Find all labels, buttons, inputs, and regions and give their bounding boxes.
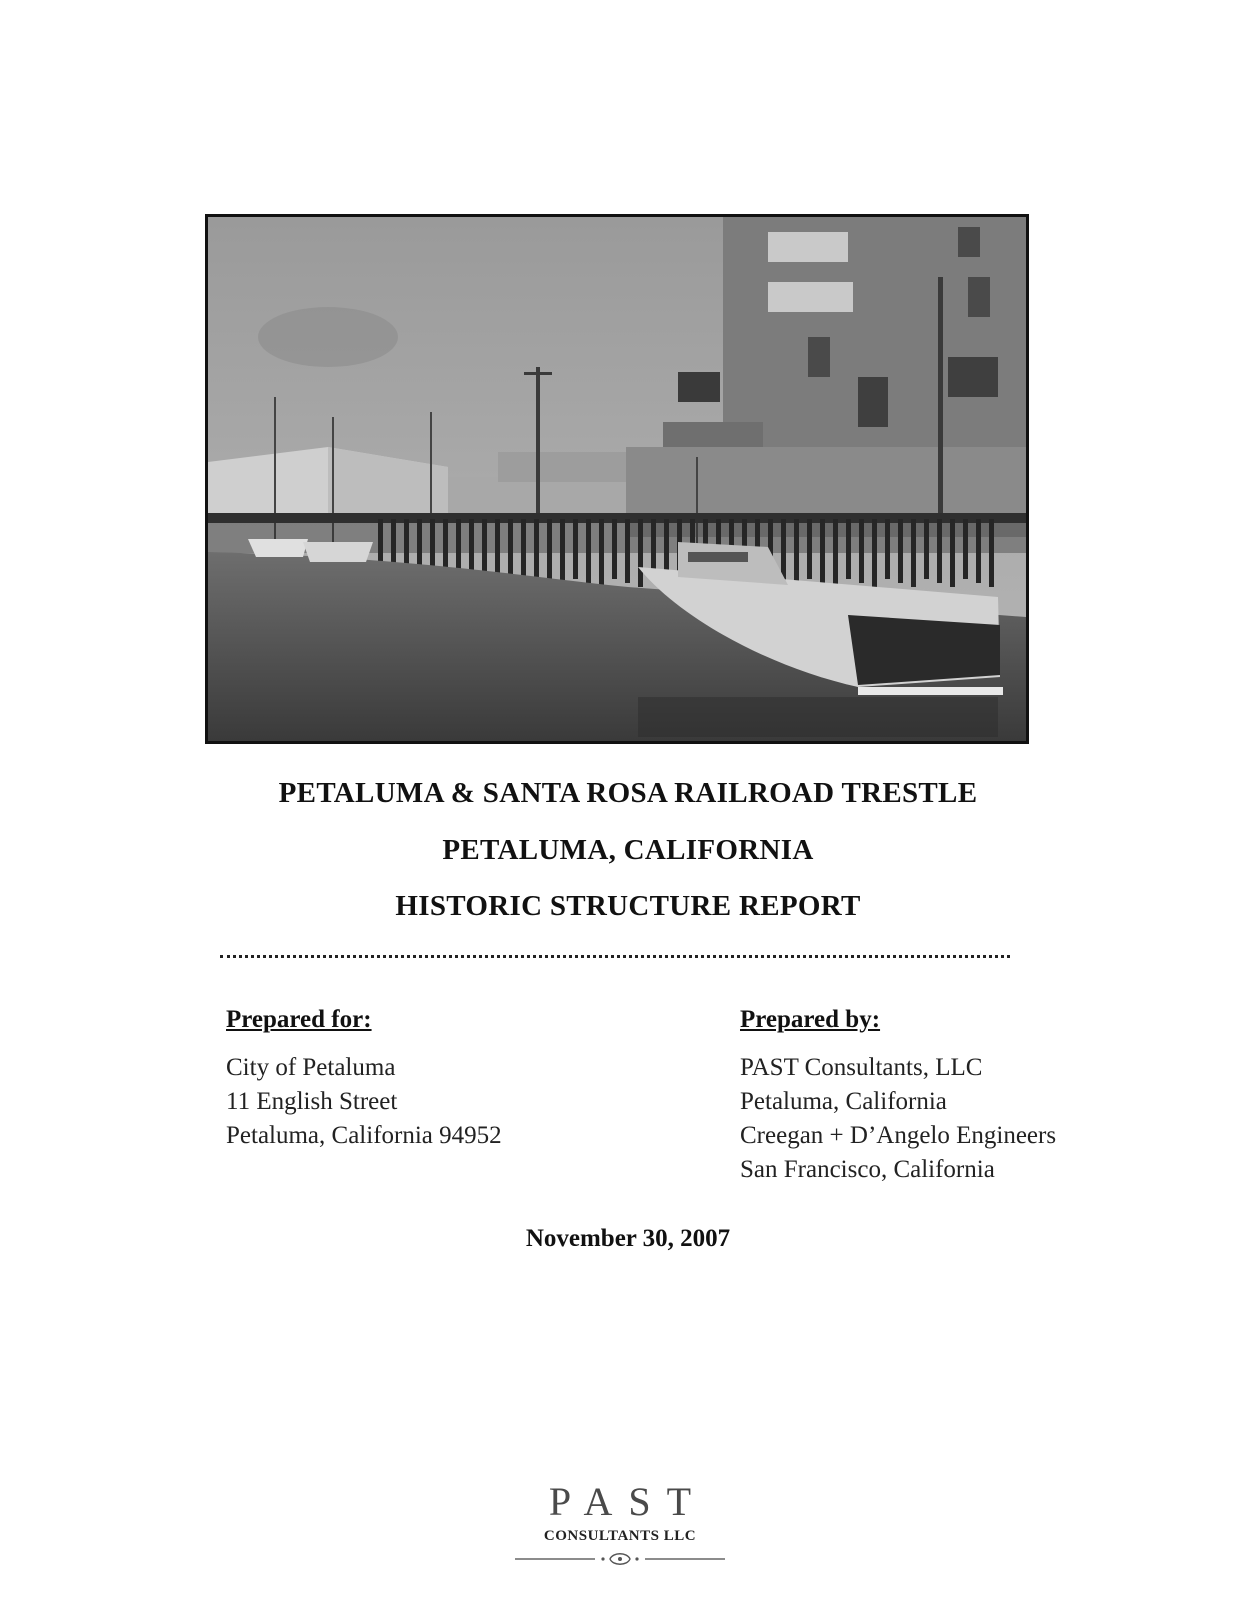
logo-flourish-icon <box>515 1551 725 1567</box>
prepared-for-heading: Prepared for: <box>226 1006 372 1033</box>
prepared-for-line: City of Petaluma <box>226 1054 396 1081</box>
past-consultants-logo <box>510 1480 730 1567</box>
prepared-for-line: Petaluma, California 94952 <box>226 1122 502 1149</box>
prepared-by-block <box>740 1003 1056 1187</box>
prepared-for-line: 11 English Street <box>226 1088 398 1115</box>
cover-photo <box>205 214 1029 744</box>
report-title-line-1: PETALUMA & SANTA ROSA RAILROAD TRESTLE <box>278 777 978 809</box>
logo-wordmark: PAST <box>548 1479 708 1524</box>
prepared-by-heading: Prepared by: <box>740 1006 881 1033</box>
logo-subtitle: CONSULTANTS LLC <box>543 1528 697 1544</box>
cover-photo-illustration <box>208 217 1026 741</box>
report-date: November 30, 2007 <box>525 1225 731 1252</box>
report-title-line-2: PETALUMA, CALIFORNIA <box>442 834 814 866</box>
prepared-by-line: Creegan + D’Angelo Engineers <box>740 1122 1057 1149</box>
prepared-for-block <box>226 1003 502 1153</box>
prepared-by-line: PAST Consultants, LLC <box>740 1054 983 1081</box>
dotted-divider <box>220 955 1010 958</box>
report-title-line-3: HISTORIC STRUCTURE REPORT <box>395 890 861 922</box>
prepared-by-line: San Francisco, California <box>740 1156 995 1183</box>
prepared-by-line: Petaluma, California <box>740 1088 947 1115</box>
